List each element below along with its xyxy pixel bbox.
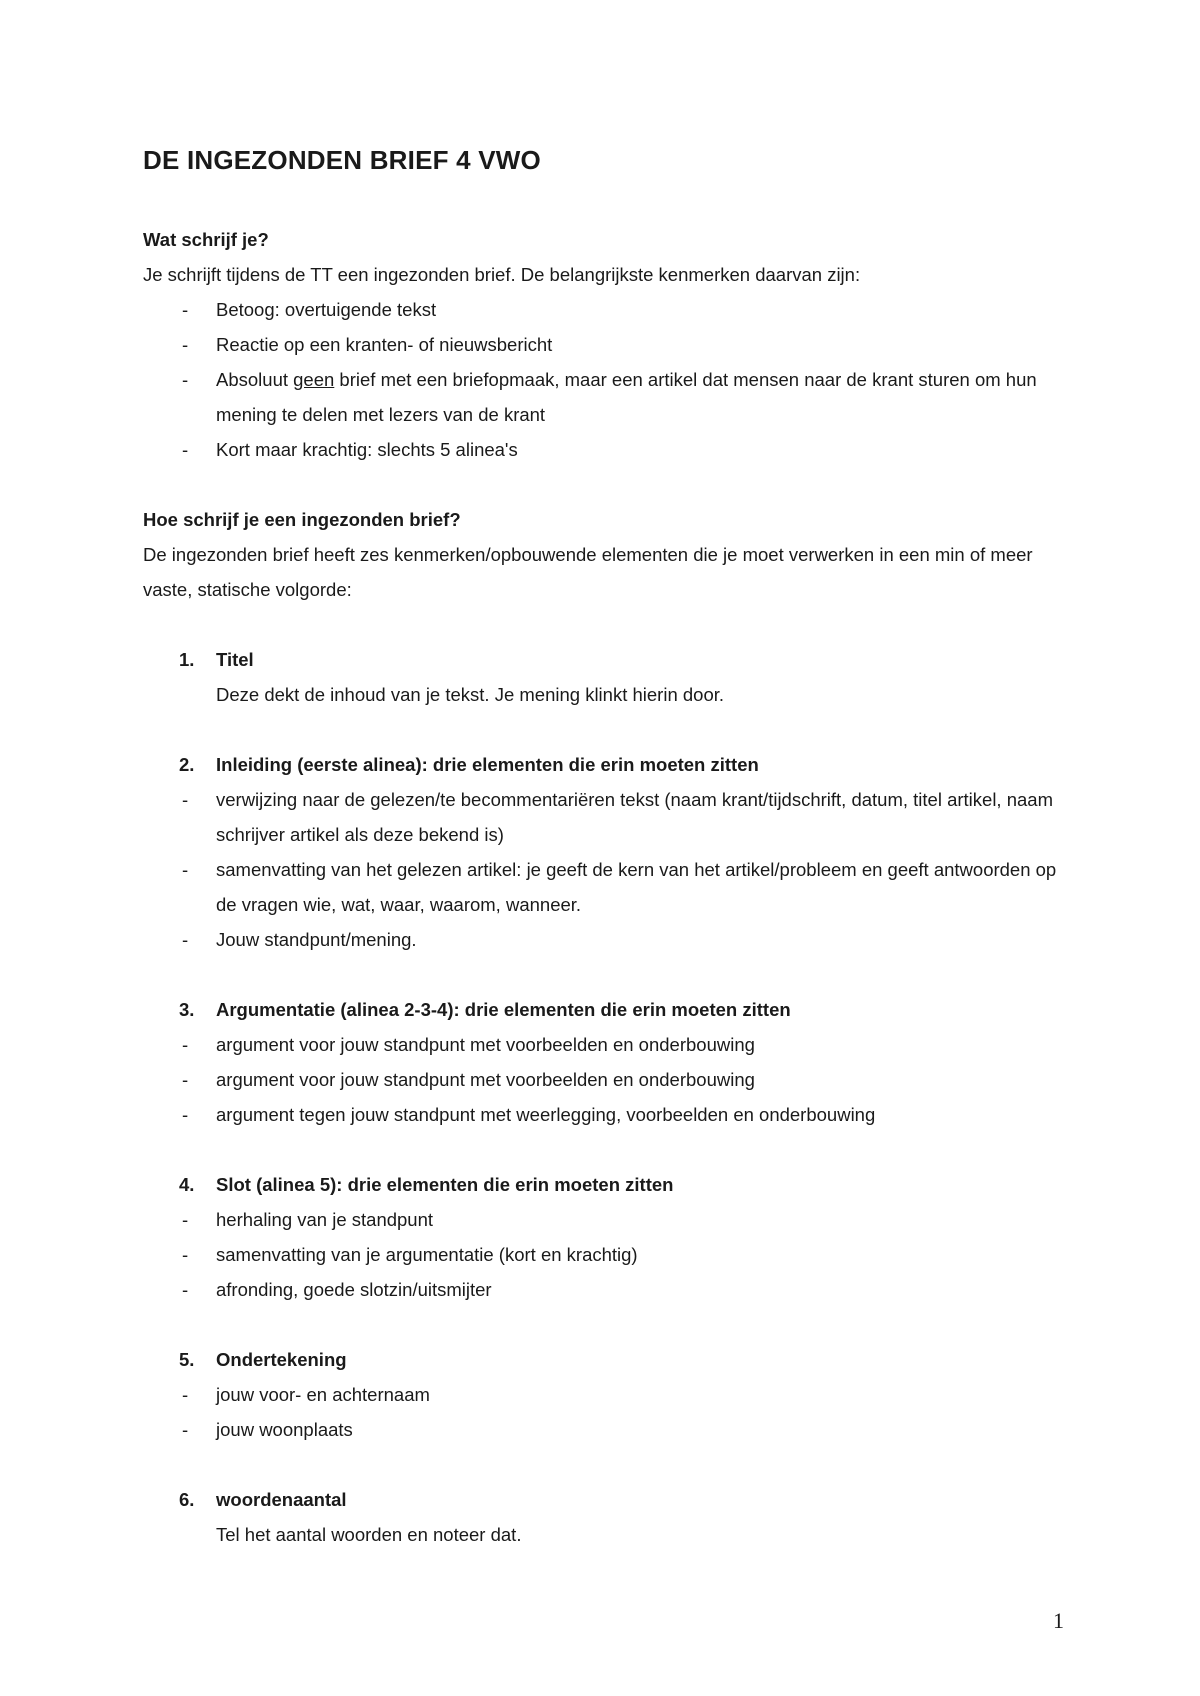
list-item bbox=[143, 362, 1063, 432]
section-number: 6. bbox=[179, 1489, 195, 1510]
document-body bbox=[143, 222, 1063, 1552]
section-number: 2. bbox=[179, 754, 195, 775]
list-item: - jouw voor- en achternaam bbox=[143, 1377, 1063, 1412]
section-body: Tel het aantal woorden en noteer dat. bbox=[216, 1524, 522, 1545]
intro-text: Je schrijft tijdens de TT een ingezonden brief. De belangrijkste kenmerken daarvan zijn: bbox=[143, 264, 861, 285]
list-item: - Jouw standpunt/mening. bbox=[143, 922, 1063, 957]
intro-list bbox=[143, 292, 1063, 467]
section-slot bbox=[143, 1167, 1063, 1307]
underlined-word: geen bbox=[293, 369, 335, 390]
list-item: - Reactie op een kranten- of nieuwsbericht bbox=[143, 327, 1063, 362]
section-body: Deze dekt de inhoud van je tekst. Je mening klinkt hierin door. bbox=[216, 684, 725, 705]
section-number: 5. bbox=[179, 1349, 195, 1370]
list-item: - samenvatting van je argumentatie (kort en krachtig) bbox=[143, 1237, 1063, 1272]
section-woordenaantal bbox=[143, 1482, 1063, 1552]
how-text: De ingezonden brief heeft zes kenmerken/opbouwende elementen die je moet verwerken in een min of meer vaste, statische volgorde: bbox=[143, 544, 1033, 600]
section-heading: Ondertekening bbox=[216, 1349, 347, 1370]
section-number: 4. bbox=[179, 1174, 195, 1195]
section-ondertekening bbox=[143, 1342, 1063, 1447]
intro-heading: Wat schrijf je? bbox=[143, 229, 269, 250]
list-item: - afronding, goede slotzin/uitsmijter bbox=[143, 1272, 1063, 1307]
list-item-text: brief met een briefopmaak, maar een artikel dat mensen naar de krant sturen om hun mening te delen met lezers van de krant bbox=[216, 369, 1037, 425]
list-item: - Kort maar krachtig: slechts 5 alinea's bbox=[143, 432, 1063, 467]
section-number: 1. bbox=[179, 649, 195, 670]
section-inleiding bbox=[143, 747, 1063, 957]
list-item: - Betoog: overtuigende tekst bbox=[143, 292, 1063, 327]
document-title: DE INGEZONDEN BRIEF 4 VWO bbox=[143, 145, 541, 175]
list-item: - jouw woonplaats bbox=[143, 1412, 1063, 1447]
section-argumentatie bbox=[143, 992, 1063, 1132]
section-heading: Slot (alinea 5): drie elementen die erin moeten zitten bbox=[216, 1174, 674, 1195]
section-heading: Titel bbox=[216, 649, 254, 670]
list-item-text: Absoluut bbox=[216, 369, 294, 390]
section-heading: Argumentatie (alinea 2-3-4): drie elementen die erin moeten zitten bbox=[216, 999, 791, 1020]
list-item: - herhaling van je standpunt bbox=[143, 1202, 1063, 1237]
list-item: - argument voor jouw standpunt met voorbeelden en onderbouwing bbox=[143, 1027, 1063, 1062]
list-item: - argument voor jouw standpunt met voorbeelden en onderbouwing bbox=[143, 1062, 1063, 1097]
page-number: 1 bbox=[1053, 1608, 1064, 1633]
how-heading: Hoe schrijf je een ingezonden brief? bbox=[143, 509, 461, 530]
section-titel bbox=[143, 642, 1063, 712]
sections-list bbox=[143, 642, 1063, 712]
section-number: 3. bbox=[179, 999, 195, 1020]
section-heading: Inleiding (eerste alinea): drie elementen die erin moeten zitten bbox=[216, 754, 759, 775]
list-item: - verwijzing naar de gelezen/te becommentariëren tekst (naam krant/tijdschrift, datum, titel artikel, naam schrijver artikel als deze bekend is) bbox=[143, 782, 1063, 852]
section-heading: woordenaantal bbox=[216, 1489, 347, 1510]
list-item: - argument tegen jouw standpunt met weerlegging, voorbeelden en onderbouwing bbox=[143, 1097, 1063, 1132]
list-item: - samenvatting van het gelezen artikel: je geeft de kern van het artikel/probleem en geeft antwoorden op de vragen wie, wat, waar, waarom, wanneer. bbox=[143, 852, 1063, 922]
